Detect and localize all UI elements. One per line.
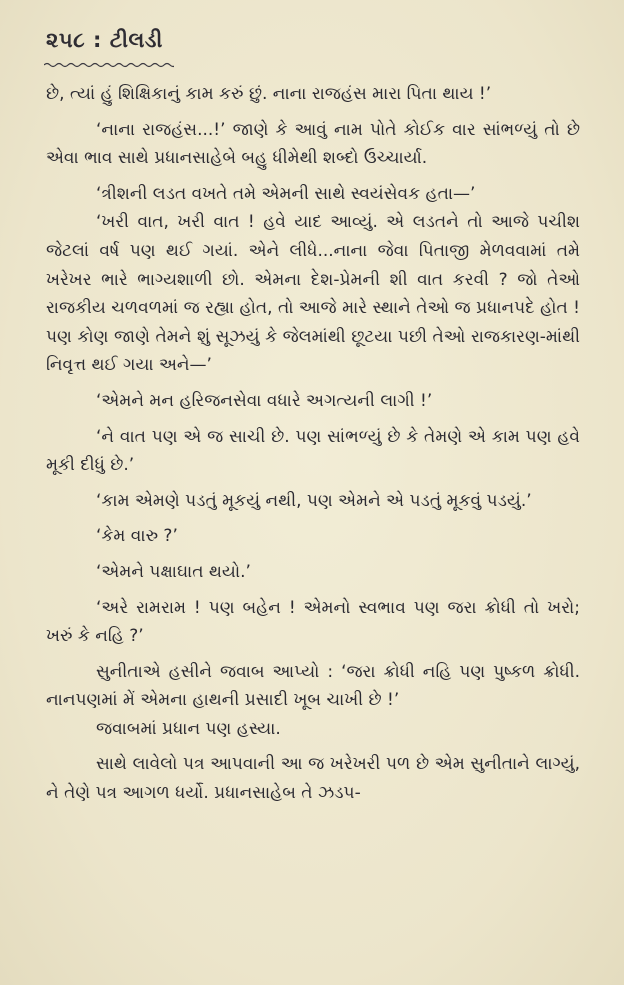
page-number: ૨૫૮ (46, 28, 86, 52)
paragraph: ‘અરે રામરામ ! પણ બહેન ! એમનો સ્વભાવ પણ જરા ક્રોધી તો ખરો; ખરું કે નહિ ?’ (46, 597, 580, 647)
paragraph: ‘ત્રીશની લડત વખતે તમે એમની સાથે સ્વયંસેવક હતા—’ (96, 183, 476, 204)
paragraph: ‘નાના રાજહંસ...!’ જાણે કે આવું નામ પોતે કોઈક વાર સાંભળ્યું તો છે એવા ભાવ સાથે પ્રધાનસાહેબે બહુ ધીમેથી શબ્દો ઉચ્ચાર્યા. (46, 119, 580, 169)
paragraph: સુનીતાએ હસીને જવાબ આપ્યો : ‘જરા ક્રોધી નહિ પણ પુષ્કળ ક્રોધી. નાનપણમાં મેં એમના હાથની પ્રસાદી ખૂબ ચાખી છે !’ (46, 661, 580, 711)
paragraph: ‘કેમ વારુ ?’ (96, 526, 178, 547)
book-title: ટીલડી (109, 28, 163, 52)
paragraph: ‘એમને મન હરિજનસેવા વધારે અગત્યની લાગી !’ (96, 390, 433, 411)
paragraph: ‘ખરી વાત, ખરી વાત ! હવે યાદ આવ્યું. એ લડતને તો આજે પચીશ જેટલાં વર્ષ પણ થઈ ગયાં. એને લીધે...નાના જેવા પિતાજી મેળવવામાં તમે ખરેખર ભારે ભાગ્યશાળી છો. એમના દેશ-પ્રેમની શી વાત કરવી ? જો તેઓ રાજકીય ચળવળમાં જ રહ્યા હોત, તો આજે મારે સ્થાને તેઓ જ પ્રધાનપદે હોત ! પણ કોણ જાણે તેમને શું સૂઝયું કે જેલમાંથી છૂટયા પછી તેઓ રાજકારણ-માંથી નિવૃત્ત થઈ ગયા અને—’ (46, 212, 580, 376)
paragraph: છે, ત્યાં હું શિક્ષિકાનું કામ કરું છું. નાના રાજહંસ મારા પિતા થાય !’ (46, 84, 492, 104)
paragraph: ‘ને વાત પણ એ જ સાચી છે. પણ સાંભળ્યું છે કે તેમણે એ કામ પણ હવે મૂકી દીધું છે.’ (46, 426, 580, 476)
paragraph: ‘કામ એમણે પડતું મૂકયું નથી, પણ એમને એ પડતું મૂકવું પડયું.’ (96, 490, 532, 511)
paragraph: સાથે લાવેલો પત્ર આપવાની આ જ ખરેખરી પળ છે એમ સુનીતાને લાગ્યું, ને તેણે પત્ર આગળ ધર્યો. પ્રધાનસાહેબ તે ઝડપ- (46, 754, 580, 804)
running-header (46, 28, 163, 53)
wavy-rule-ornament (44, 62, 174, 68)
paragraph: જવાબમાં પ્રધાન પણ હસ્યા. (96, 718, 281, 739)
paragraph: ‘એમને પક્ષાઘાત થયો.’ (96, 561, 251, 582)
body-text (46, 80, 580, 808)
header-separator: : (93, 28, 102, 52)
